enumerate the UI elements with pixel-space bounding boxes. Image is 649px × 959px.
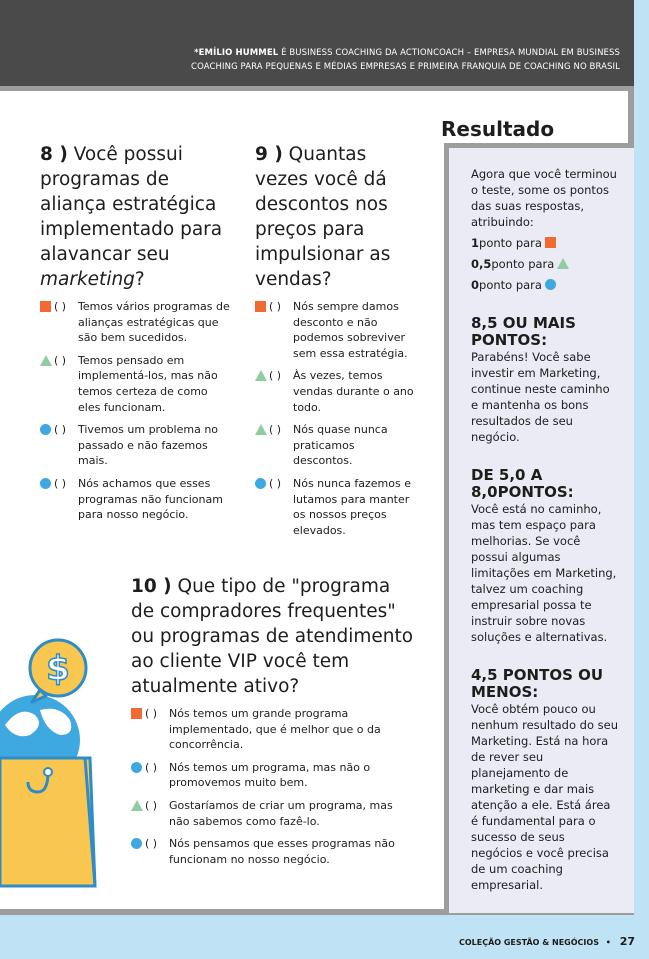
answer-option[interactable] bbox=[40, 422, 232, 469]
author-name: *EMÍLIO HUMMEL bbox=[194, 48, 279, 58]
author-credit bbox=[20, 46, 620, 74]
answer-text: Nós achamos que esses programas não funcionam para nosso negócio. bbox=[78, 476, 223, 522]
circle-marker-icon bbox=[40, 424, 51, 435]
answer-option[interactable] bbox=[255, 422, 415, 469]
shopping-bag-icon bbox=[0, 758, 95, 886]
triangle-marker-icon bbox=[40, 355, 52, 366]
point-rule bbox=[471, 235, 619, 251]
answer-text: Às vezes, temos vendas durante o ano todo. bbox=[293, 369, 414, 414]
point-rule bbox=[471, 277, 619, 293]
tier-heading: 4,5 PONTOS OU MENOS: bbox=[471, 666, 604, 701]
answer-checkbox[interactable]: ( ) bbox=[145, 760, 158, 774]
answer-option[interactable] bbox=[131, 836, 416, 867]
footer-bullet: • bbox=[605, 938, 611, 947]
answer-checkbox[interactable]: ( ) bbox=[145, 798, 158, 812]
answer-option[interactable] bbox=[255, 476, 415, 538]
square-marker-icon bbox=[40, 301, 51, 312]
answer-option[interactable] bbox=[131, 706, 416, 753]
page-number: 27 bbox=[619, 935, 635, 948]
result-title: Resultado bbox=[441, 117, 555, 141]
question-9-title: 9 ) Quantas vezes você dá descontos nos preços para impulsionar as vendas? bbox=[255, 144, 391, 290]
author-desc-line1: É BUSINESS COACHING DA ACTIONCOACH – EMPRESA MUNDIAL EM BUSINESS bbox=[278, 48, 620, 58]
answer-checkbox[interactable]: ( ) bbox=[54, 476, 67, 490]
tier-text: Parabéns! Você sabe investir em Marketing, continue neste caminho e mantenha os bons resultados de seu negócio. bbox=[471, 350, 610, 444]
answer-text: Nós temos um programa, mas não o promovemos muito bem. bbox=[169, 760, 371, 790]
question-number: 8 ) bbox=[40, 144, 68, 165]
answer-text: Nós nunca fazemos e lutamos para manter os nossos preços elevados. bbox=[293, 476, 411, 537]
answer-text: Nós quase nunca praticamos descontos. bbox=[293, 423, 388, 468]
triangle-marker-icon bbox=[255, 370, 267, 381]
point-value: 1 bbox=[471, 236, 480, 250]
answer-option[interactable] bbox=[255, 299, 415, 361]
point-value: 0 bbox=[471, 278, 480, 292]
question-9 bbox=[255, 142, 415, 538]
answer-checkbox[interactable]: ( ) bbox=[269, 369, 282, 383]
collection-name: COLEÇÃO GESTÃO & NEGÓCIOS bbox=[458, 938, 599, 947]
point-label: ponto para bbox=[491, 257, 555, 271]
footer bbox=[459, 935, 635, 948]
question-number: 10 ) bbox=[131, 576, 172, 597]
answer-checkbox[interactable]: ( ) bbox=[269, 300, 282, 313]
answer-option[interactable] bbox=[131, 760, 416, 791]
square-marker-icon bbox=[545, 237, 556, 248]
answer-text: Tivemos um problema no passado e não fazemos mais. bbox=[78, 423, 219, 468]
question-10-title: 10 ) Que tipo de "programa de compradores frequentes" ou programas de atendimento ao cliente VIP você tem atualmente ativo? bbox=[131, 576, 414, 697]
answer-option[interactable] bbox=[40, 299, 232, 346]
answer-option[interactable] bbox=[255, 368, 415, 415]
answer-option[interactable] bbox=[40, 353, 232, 415]
tier-heading: DE 5,0 A 8,0PONTOS: bbox=[471, 466, 574, 501]
circle-marker-icon bbox=[40, 478, 51, 489]
answer-checkbox[interactable]: ( ) bbox=[269, 476, 282, 490]
question-10 bbox=[131, 574, 416, 867]
result-panel bbox=[444, 143, 634, 913]
point-label: ponto para bbox=[479, 278, 542, 292]
circle-marker-icon bbox=[545, 279, 556, 290]
answer-option[interactable] bbox=[131, 798, 416, 829]
triangle-marker-icon bbox=[255, 424, 267, 435]
answer-option[interactable] bbox=[40, 476, 232, 523]
header-bar bbox=[0, 0, 634, 86]
answer-checkbox[interactable]: ( ) bbox=[145, 837, 158, 851]
svg-text:$: $ bbox=[46, 649, 70, 689]
answer-checkbox[interactable]: ( ) bbox=[269, 423, 282, 437]
answer-text: Temos vários programas de alianças estratégicas que são bem sucedidos. bbox=[78, 300, 230, 345]
question-number: 9 ) bbox=[255, 144, 283, 165]
answer-checkbox[interactable]: ( ) bbox=[54, 353, 67, 367]
author-desc-line2: COACHING PARA PEQUENAS E MÉDIAS EMPRESAS E PRIMEIRA FRANQUIA DE COACHING NO BRASIL bbox=[191, 62, 620, 72]
result-intro: Agora que você terminou o teste, some os pontos das suas respostas, atribuindo: bbox=[471, 167, 617, 229]
circle-marker-icon bbox=[255, 478, 266, 489]
tier-text: Você está no caminho, mas tem espaço para melhorias. Se você possui algumas limitações em Marketing, talvez um coaching empresarial possa te instruir sobre novas soluções e alternativas. bbox=[471, 502, 617, 644]
answer-text: Nós sempre damos desconto e não podemos sobreviver sem essa estratégia. bbox=[293, 300, 408, 360]
tier-text: Você obtém pouco ou nenhum resultado do seu Marketing. Está na hora de rever seu planejamento de marketing e dar mais atenção a ele. Está área é fundamental para o sucesso de seus negócios e você precisa de um coaching empresarial. bbox=[471, 702, 619, 892]
square-marker-icon bbox=[255, 301, 266, 312]
triangle-marker-icon bbox=[131, 800, 143, 811]
answer-checkbox[interactable]: ( ) bbox=[54, 300, 67, 313]
square-marker-icon bbox=[131, 708, 142, 719]
circle-marker-icon bbox=[131, 762, 142, 773]
triangle-marker-icon bbox=[557, 258, 569, 269]
answer-text: Nós temos um grande programa implementado, que é melhor que o da concorrência. bbox=[169, 707, 381, 752]
circle-marker-icon bbox=[131, 838, 142, 849]
answer-checkbox[interactable]: ( ) bbox=[145, 707, 158, 720]
tier-heading: 8,5 OU MAIS PONTOS: bbox=[471, 314, 576, 349]
answer-text: Nós pensamos que esses programas não funcionam no nosso negócio. bbox=[169, 837, 395, 866]
point-label: ponto para bbox=[479, 236, 542, 250]
dollar-speech-bubble-icon bbox=[30, 640, 86, 702]
answer-checkbox[interactable]: ( ) bbox=[54, 423, 67, 437]
point-rule bbox=[471, 256, 619, 272]
point-value: 0,5 bbox=[471, 257, 492, 271]
question-8 bbox=[40, 142, 232, 523]
answer-text: Gostaríamos de criar um programa, mas não sabemos como fazê-lo. bbox=[169, 798, 393, 828]
illustration bbox=[0, 630, 110, 890]
question-8-title: 8 ) Você possui programas de aliança estratégica implementado para alavancar seu marketing? bbox=[40, 144, 223, 290]
answer-text: Temos pensado em implementá-los, mas não temos certeza de como eles funcionam. bbox=[78, 353, 218, 414]
